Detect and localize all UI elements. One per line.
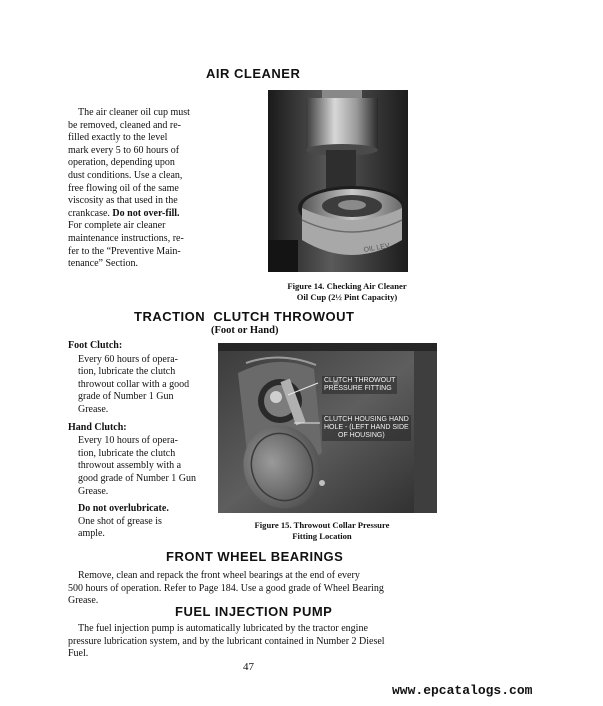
text-line: free flowing oil of the same xyxy=(68,182,179,194)
foot-clutch-title: Foot Clutch: xyxy=(68,340,123,351)
air-cleaner-photo xyxy=(268,90,408,272)
page-number: 47 xyxy=(243,661,254,673)
text-line: Remove, clean and repack the front wheel bearings at the end of every xyxy=(78,570,360,581)
callout-throwout-fitting xyxy=(322,376,397,394)
caption-line: Fitting Location xyxy=(292,531,352,541)
figure-15-caption xyxy=(222,520,422,542)
text-line: pressure lubrication system, and by the lubricant contained in Number 2 Diesel xyxy=(68,635,385,647)
text-line: Grease. xyxy=(78,403,109,415)
air-cleaner-text xyxy=(68,107,207,271)
text-line: viscosity as that used in the xyxy=(68,195,178,207)
text-line: One shot of grease is xyxy=(78,515,162,527)
text-line: good grade of Number 1 Gun xyxy=(78,472,197,484)
text-line: Grease. xyxy=(78,485,109,497)
clutch-subheading: (Foot or Hand) xyxy=(211,325,279,336)
text-line: The fuel injection pump is automatically lubricated by the tractor engine xyxy=(78,623,368,634)
clutch-text xyxy=(68,340,206,541)
callout-line: OF HOUSING) xyxy=(338,432,385,439)
text-line: throwout assembly with a xyxy=(78,460,182,472)
text-line: tion, lubricate the clutch xyxy=(78,447,176,459)
text-line xyxy=(68,208,207,221)
text-line: Every 10 hours of opera- xyxy=(78,435,178,447)
watermark-url: www.epcatalogs.com xyxy=(392,683,533,698)
overlubricate-warning xyxy=(68,503,206,541)
text-line: operation, depending upon xyxy=(68,157,175,169)
callout-line: CLUTCH HOUSING HAND xyxy=(324,416,409,423)
text-line: throwout collar with a good xyxy=(78,378,190,390)
text-line: Fuel. xyxy=(68,648,89,660)
text-line: maintenance instructions, re- xyxy=(68,232,184,244)
caption-line: Figure 14. Checking Air Cleaner xyxy=(287,281,407,291)
front-wheel-heading: FRONT WHEEL BEARINGS xyxy=(166,549,344,564)
clutch-photo xyxy=(218,343,437,513)
callout-hand-hole xyxy=(322,415,411,441)
text-line: ample. xyxy=(78,528,105,540)
text-line: filled exactly to the level xyxy=(68,132,168,144)
fuel-pump-text xyxy=(68,623,438,661)
overfill-warning: Do not over-fill. xyxy=(112,207,180,219)
text-line: The air cleaner oil cup must xyxy=(78,107,190,118)
air-cleaner-heading: AIR CLEANER xyxy=(206,66,301,81)
caption-line: Figure 15. Throwout Collar Pressure xyxy=(254,520,390,530)
front-wheel-text xyxy=(68,570,438,608)
fuel-pump-heading: FUEL INJECTION PUMP xyxy=(175,604,333,619)
foot-clutch-body xyxy=(68,354,206,417)
text-line: mark every 5 to 60 hours of xyxy=(68,144,180,156)
callout-line: HOLE - (LEFT HAND SIDE xyxy=(324,424,409,431)
text-line: Every 60 hours of opera- xyxy=(78,353,178,365)
text-line: be removed, cleaned and re- xyxy=(68,119,181,131)
hand-clutch-body xyxy=(68,435,206,498)
callout-line: CLUTCH THROWOUT xyxy=(324,377,396,384)
text-line: grade of Number 1 Gun xyxy=(78,391,174,403)
warning-title: Do not overlubricate. xyxy=(78,503,169,515)
text-line: Grease. xyxy=(68,595,99,607)
text-line: dust conditions. Use a clean, xyxy=(68,169,183,181)
text-line: fer to the “Preventive Main- xyxy=(68,245,181,257)
clutch-heading: TRACTION CLUTCH THROWOUT xyxy=(134,309,355,324)
text-line-end: crankcase. xyxy=(68,207,110,219)
caption-line: Oil Cup (2½ Pint Capacity) xyxy=(296,292,398,302)
hand-clutch-title: Hand Clutch: xyxy=(68,421,127,433)
text-line: For complete air cleaner xyxy=(68,220,166,232)
callout-line: PRESSURE FITTING xyxy=(324,385,392,392)
figure-14-caption xyxy=(262,281,432,303)
text-line: 500 hours of operation. Refer to Page 184. Use a good grade of Wheel Bearing xyxy=(68,582,384,594)
text-line: tenance” Section. xyxy=(68,258,138,270)
text-line: tion, lubricate the clutch xyxy=(78,366,176,378)
oil-level-mark: OIL LEV xyxy=(363,242,391,254)
